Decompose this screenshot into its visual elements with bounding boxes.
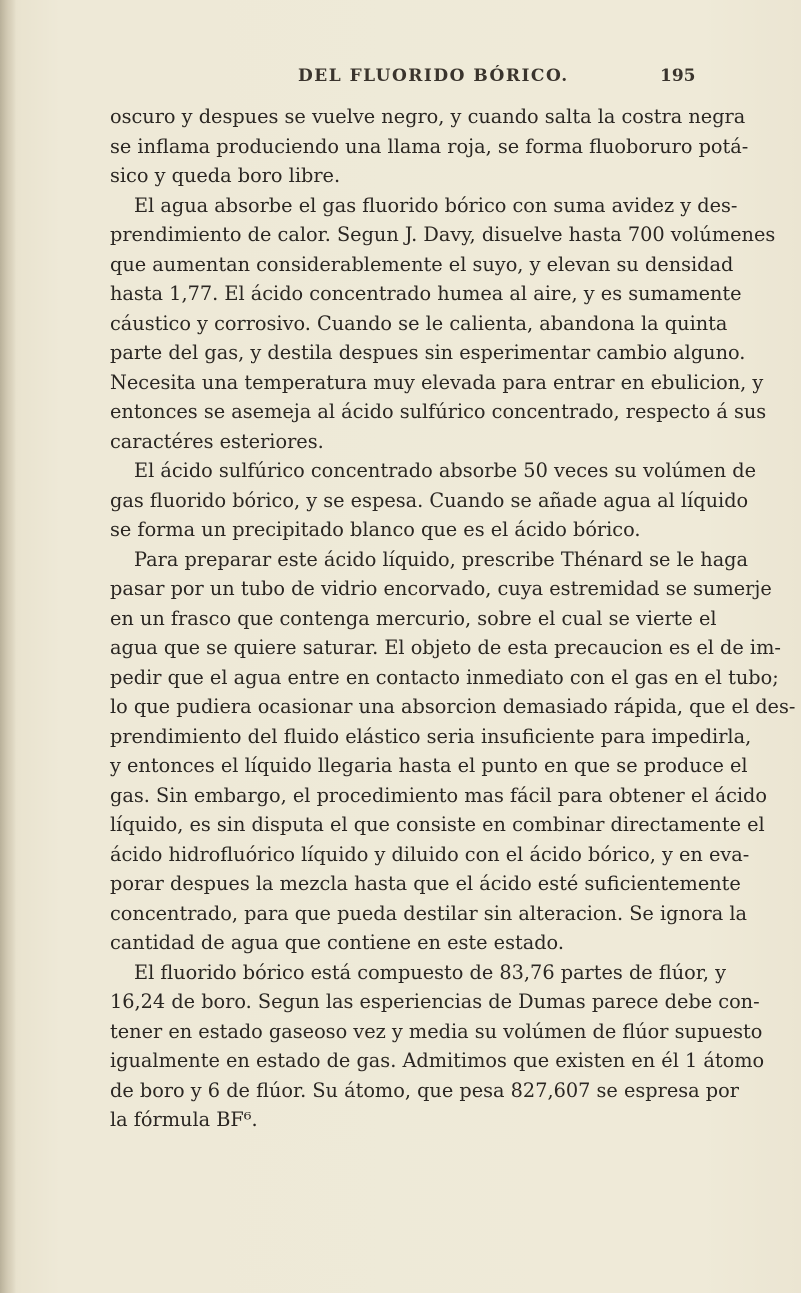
text-line: prendimiento del fluido elástico seria insuficiente para impedirla, bbox=[110, 724, 752, 748]
text-line: prendimiento de calor. Segun J. Davy, disuelve hasta 700 volúmenes bbox=[110, 223, 776, 246]
running-title: DEL FLUORIDO BÓRICO. bbox=[298, 66, 569, 86]
text-line: concentrado, para que pueda destilar sin alteracion. Se ignora la bbox=[110, 901, 747, 925]
text-line: y entonces el líquido llegaria hasta el punto en que se produce el bbox=[110, 754, 748, 777]
text-line: 16,24 de boro. Segun las esperiencias de Dumas parece debe con- bbox=[110, 990, 760, 1013]
text-line: El agua absorbe el gas fluorido bórico con suma avidez y des- bbox=[134, 193, 738, 217]
page-number: 195 bbox=[660, 66, 696, 86]
text-line: se inflama produciendo una llama roja, se forma fluoboruro potá- bbox=[110, 134, 749, 158]
text-line: pedir que el agua entre en contacto inmediato con el gas en el tubo; bbox=[110, 665, 779, 689]
text-line: porar despues la mezcla hasta que el ácido esté suficientemente bbox=[110, 872, 741, 895]
text-line: El fluorido bórico está compuesto de 83,76 partes de flúor, y bbox=[134, 960, 726, 984]
text-line: oscuro y despues se vuelve negro, y cuando salta la costra negra bbox=[110, 105, 746, 128]
text-line: tener en estado gaseoso vez y media su volúmen de flúor supuesto bbox=[110, 1019, 763, 1043]
text-line: Para preparar este ácido líquido, prescribe Thénard se le haga bbox=[134, 547, 749, 571]
text-line: se forma un precipitado blanco que es el ácido bórico. bbox=[110, 518, 641, 541]
text-line: El ácido sulfúrico concentrado absorbe 50 veces su volúmen de bbox=[134, 459, 757, 482]
text-line: en un frasco que contenga mercurio, sobre el cual se vierte el bbox=[110, 606, 717, 630]
text-line: gas fluorido bórico, y se espesa. Cuando se añade agua al líquido bbox=[110, 488, 749, 512]
text-line: hasta 1,77. El ácido concentrado humea al aire, y es sumamente bbox=[110, 282, 742, 305]
text-line: parte del gas, y destila despues sin esperimentar cambio alguno. bbox=[110, 341, 746, 364]
binding-edge bbox=[0, 0, 16, 1293]
text-line: de boro y 6 de flúor. Su átomo, que pesa 827,607 se espresa por bbox=[110, 1078, 739, 1102]
text-line: agua que se quiere saturar. El objeto de esta precaucion es el de im- bbox=[110, 636, 781, 659]
running-head bbox=[0, 66, 801, 96]
body-text bbox=[110, 102, 796, 1135]
text-line: la fórmula BF⁶. bbox=[110, 1108, 258, 1131]
text-line: lo que pudiera ocasionar una absorcion demasiado rápida, que el des- bbox=[110, 695, 796, 718]
text-line: que aumentan considerablemente el suyo, y elevan su densidad bbox=[110, 252, 734, 276]
text-line: sico y queda boro libre. bbox=[110, 164, 341, 187]
text-line: cantidad de agua que contiene en este estado. bbox=[110, 931, 564, 954]
text-line: caractéres esteriores. bbox=[110, 429, 324, 453]
text-line: entonces se asemeja al ácido sulfúrico concentrado, respecto á sus bbox=[110, 400, 767, 423]
text-line: cáustico y corrosivo. Cuando se le calienta, abandona la quinta bbox=[110, 311, 728, 335]
text-line: ácido hidrofluórico líquido y diluido con el ácido bórico, y en eva- bbox=[110, 842, 750, 866]
text-line: gas. Sin embargo, el procedimiento mas fácil para obtener el ácido bbox=[110, 783, 768, 807]
text-line: igualmente en estado de gas. Admitimos que existen en él 1 átomo bbox=[110, 1049, 765, 1072]
text-line: Necesita una temperatura muy elevada para entrar en ebulicion, y bbox=[110, 370, 764, 394]
text-line: pasar por un tubo de vidrio encorvado, cuya estremidad se sumerje bbox=[110, 577, 772, 600]
text-line: líquido, es sin disputa el que consiste en combinar directamente el bbox=[110, 813, 765, 836]
